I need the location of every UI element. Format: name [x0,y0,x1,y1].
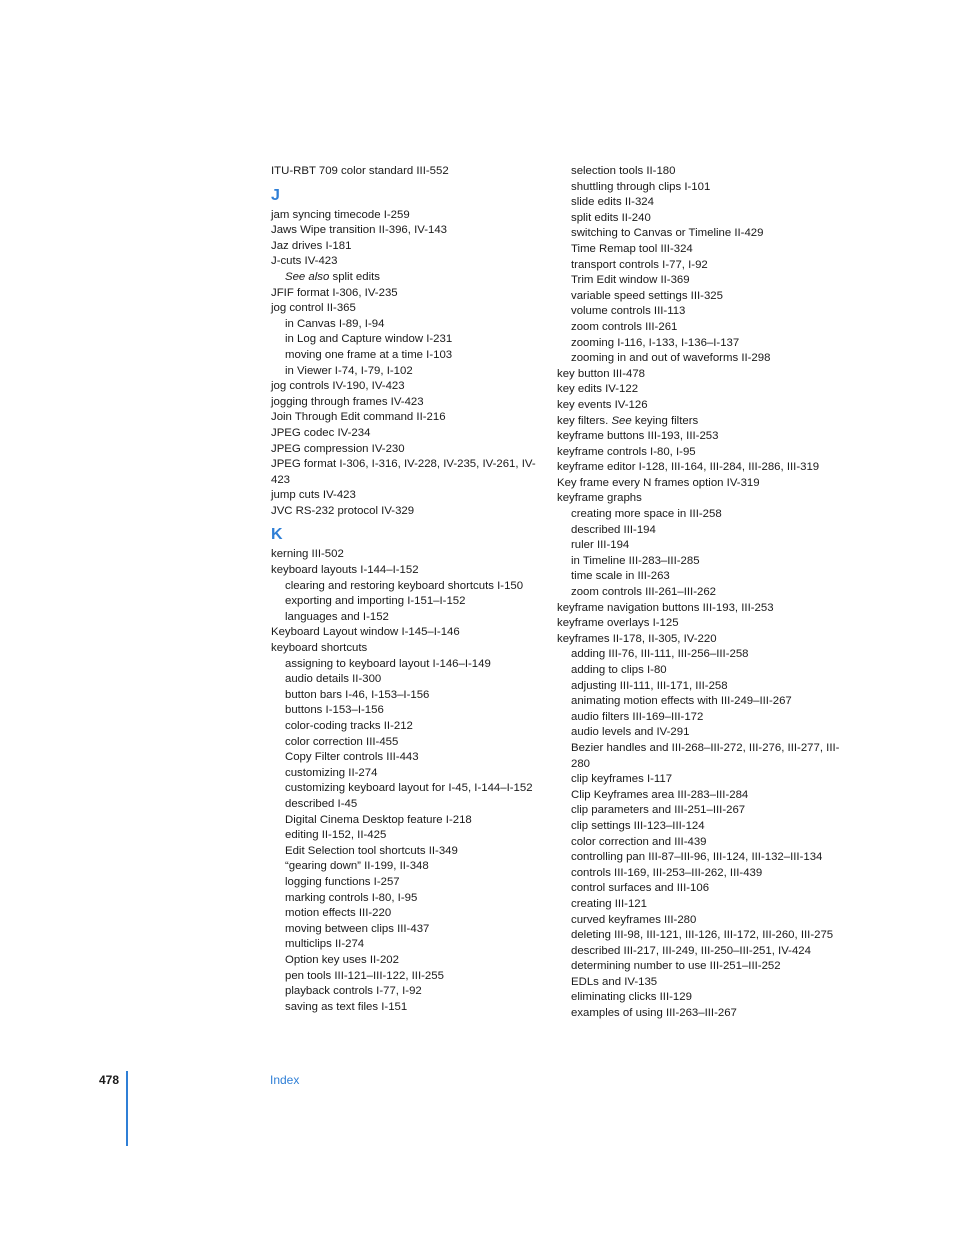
index-subentry [271,317,546,333]
entry-text: zooming I-116, I-133, I-136–I-137 [571,336,740,349]
entry-text: button bars I-46, I-153–I-156 [285,688,430,701]
entry-text: adjusting III-111, III-171, III-258 [571,679,728,692]
entry-text: described I-45 [285,797,358,810]
index-entry [557,476,837,492]
entry-text: ITU-RBT 709 color standard III-552 [271,165,449,177]
entry-text: zoom controls III-261–III-262 [571,586,716,599]
index-subentry [271,859,546,875]
entry-text: in Timeline III-283–III-285 [571,554,700,567]
index-entry [271,547,546,563]
index-entry [557,382,837,398]
index-letter-heading: K [271,526,283,544]
entry-text: audio levels and IV-291 [571,726,690,739]
index-entry [271,164,546,180]
index-subentry [557,913,837,929]
index-subentry [271,688,546,704]
entry-text: jog control II-365 [271,302,356,315]
entry-text: key button III-478 [557,367,646,380]
entry-text: slide edits II-324 [571,196,654,209]
entry-text: marking controls I-80, I-95 [285,891,418,904]
entry-text: clearing and restoring keyboard shortcuts I-150 [285,579,524,592]
index-entry [271,239,546,255]
entry-text: jog controls IV-190, IV-423 [271,380,405,393]
index-subentry [557,647,837,663]
entry-text: determining number to use III-251–III-252 [571,960,781,973]
entry-text: EDLs and IV-135 [571,975,658,988]
index-subentry [271,813,546,829]
index-subentry [557,850,837,866]
index-subentry [557,226,837,242]
entry-text: Keyboard Layout window I-145–I-146 [271,626,460,639]
index-subentry [557,336,837,352]
entry-text: JPEG codec IV-234 [271,426,371,439]
entry-text: customizing keyboard layout for I-45, I-144–I-152 [285,782,533,795]
index-subentry [271,579,546,595]
index-subentry [557,195,837,211]
entry-text: described III-217, III-249, III-250–III-251, IV-424 [571,944,811,957]
index-subentry [557,1006,837,1022]
index-subentry [557,679,837,695]
entry-text: Edit Selection tool shortcuts II-349 [285,844,458,857]
index-subentry [271,735,546,751]
entry-text: keyboard layouts I-144–I-152 [271,564,419,577]
index-subentry [557,881,837,897]
entry-text: controls III-169, III-253–III-262, III-439 [571,866,763,879]
index-entry [271,641,546,657]
index-subentry [271,766,546,782]
entry-text: volume controls III-113 [571,305,686,318]
entry-text: saving as text files I-151 [285,1000,408,1013]
entry-text: assigning to keyboard layout I-146–I-149 [285,657,491,670]
entry-text: keyframe controls I-80, I-95 [557,445,696,458]
entry-text: Copy Filter controls III-443 [285,751,419,764]
index-subentry [557,569,837,585]
index-entry [557,445,837,461]
entry-text: adding to clips I-80 [571,664,667,676]
entry-text: ruler III-194 [571,539,630,552]
entry-text: Bezier handles and III-268–III-272, III-276, III-277, III-280 [571,741,840,770]
entry-text: Trim Edit window II-369 [571,274,690,287]
entry-text: selection tools II-180 [571,165,676,177]
index-subentry [557,741,841,772]
index-entry [271,426,546,442]
entry-text: split edits II-240 [571,211,651,224]
entry-text: key events IV-126 [557,398,648,411]
index-entry [557,601,837,617]
index-entry [557,398,837,414]
entry-text: motion effects III-220 [285,907,392,920]
index-entry [271,286,546,302]
entry-text: clip settings III-123–III-124 [571,819,705,832]
footer-divider [126,1071,128,1146]
entry-text: audio details II-300 [285,673,382,686]
index-entry [557,616,837,632]
index-entry [557,367,837,383]
entry-text: keyframe navigation buttons III-193, III-253 [557,601,774,614]
index-subentry [557,258,837,274]
index-subentry [271,953,546,969]
entry-text: keyframe buttons III-193, III-253 [557,430,719,443]
index-subentry [557,289,837,305]
index-entry [271,208,546,224]
entry-text: Option key uses II-202 [285,953,399,966]
index-subentry [271,750,546,766]
entry-text: jump cuts IV-423 [271,489,356,502]
index-subentry [557,990,837,1006]
index-subentry [271,348,546,364]
entry-text: audio filters III-169–III-172 [571,710,704,723]
entry-text: jam syncing timecode I-259 [271,208,410,221]
index-subentry [271,1000,546,1016]
entry-text: editing II-152, II-425 [285,829,387,842]
entry-text: Digital Cinema Desktop feature I-218 [285,813,472,826]
see-also-label: See also [285,270,330,283]
entry-text: adding III-76, III-111, III-256–III-258 [571,648,749,661]
index-subentry [271,332,546,348]
index-entry [557,460,837,476]
entry-text: zooming in and out of waveforms II-298 [571,352,771,365]
index-subentry [271,937,546,953]
index-subentry [271,672,546,688]
index-subentry [557,507,837,523]
entry-text: animating motion effects with III-249–III-267 [571,695,792,708]
index-subentry [271,797,546,813]
index-subentry [271,657,546,673]
entry-text: in Canvas I-89, I-94 [285,317,385,330]
entry-text: key edits IV-122 [557,383,639,396]
index-subentry [557,523,837,539]
index-subentry [271,969,546,985]
index-subentry [557,320,837,336]
entry-text: languages and I-152 [285,610,389,623]
entry-text: kerning III-502 [271,548,344,561]
index-subentry [557,304,837,320]
index-entry [557,414,837,430]
index-subentry [271,594,546,610]
index-entry [271,504,546,520]
entry-text: moving one frame at a time I-103 [285,348,453,361]
index-subentry [557,554,837,570]
entry-text: control surfaces and III-106 [571,882,710,895]
index-entry [271,379,546,395]
entry-text: buttons I-153–I-156 [285,704,384,717]
index-subentry [557,273,837,289]
index-subentry [271,703,546,719]
entry-text: moving between clips III-437 [285,922,430,935]
index-subentry [271,781,546,797]
entry-text: playback controls I-77, I-92 [285,985,422,998]
entry-text: customizing II-274 [285,766,378,779]
index-subentry [557,819,837,835]
footer-section-link[interactable]: Index [270,1073,300,1087]
entry-text: logging functions I-257 [285,875,400,888]
entry-text: creating more space in III-258 [571,508,722,521]
index-entry [271,223,546,239]
index-entry [557,632,837,648]
index-subentry [557,772,837,788]
entry-text: keyframe editor I-128, III-164, III-284, III-286, III-319 [557,461,820,474]
entry-text: jogging through frames IV-423 [271,395,424,408]
index-subentry [557,242,837,258]
index-subentry [271,875,546,891]
entry-text: deleting III-98, III-121, III-126, III-172, III-260, III-275 [571,929,834,942]
entry-text: “gearing down” II-199, II-348 [285,860,429,873]
index-subentry [271,984,546,1000]
index-subentry [271,610,546,626]
index-entry [271,488,546,504]
index-entry [271,625,546,641]
index-entry [271,442,546,458]
entry-text: J-cuts IV-423 [271,255,338,268]
index-entry [271,457,541,488]
entry-text: JVC RS-232 protocol IV-329 [271,504,415,517]
index-entry [271,254,546,270]
entry-text: keyframe overlays I-125 [557,617,679,630]
entry-text: JPEG format I-306, I-316, IV-228, IV-235, IV-261, IV-423 [271,458,536,486]
entry-text: keyframes II-178, II-305, IV-220 [557,632,717,645]
index-subentry [557,975,837,991]
index-subentry [557,538,837,554]
entry-text: creating III-121 [571,897,647,910]
index-subentry [557,959,837,975]
entry-text: split edits [329,270,380,283]
entry-text: multiclips II-274 [285,938,365,951]
index-subentry [557,866,837,882]
index-subentry [557,663,837,679]
index-subentry [271,828,546,844]
see-label: See [611,414,632,427]
index-subentry [557,835,837,851]
index-subentry [271,906,546,922]
entry-text: JFIF format I-306, IV-235 [271,286,398,299]
entry-text: variable speed settings III-325 [571,289,723,302]
index-subentry [557,725,837,741]
entry-text-after: keying filters [631,414,699,427]
entry-text: controlling pan III-87–III-96, III-124, III-132–III-134 [571,851,823,864]
index-subentry [271,719,546,735]
entry-text: transport controls I-77, I-92 [571,258,708,271]
entry-text: Jaz drives I-181 [271,239,352,252]
entry-text: Jaws Wipe transition II-396, IV-143 [271,224,448,237]
entry-text: zoom controls III-261 [571,320,678,333]
index-entry [557,429,837,445]
entry-text: described III-194 [571,523,656,536]
entry-text: time scale in III-263 [571,570,670,583]
index-subentry [557,788,837,804]
index-subentry [271,844,546,860]
entry-text: color correction III-455 [285,735,399,748]
index-subentry [271,270,546,286]
entry-text: in Viewer I-74, I-79, I-102 [285,364,413,377]
entry-text: color correction and III-439 [571,835,707,848]
entry-text: key filters. [557,414,612,427]
entry-text: shuttling through clips I-101 [571,180,711,193]
entry-text: color-coding tracks II-212 [285,720,413,732]
index-subentry [557,164,837,180]
entry-text: pen tools III-121–III-122, III-255 [285,969,444,982]
entry-text: clip parameters and III-251–III-267 [571,804,746,817]
index-subentry [557,351,837,367]
entry-text: Time Remap tool III-324 [571,242,693,255]
index-entry [271,563,546,579]
index-subentry [557,585,837,601]
entry-text: curved keyframes III-280 [571,913,697,926]
index-subentry [557,180,837,196]
index-entry [271,410,546,426]
entry-text: keyboard shortcuts [271,642,368,655]
index-subentry [557,803,837,819]
index-subentry [271,922,546,938]
entry-text: Clip Keyframes area III-283–III-284 [571,788,749,801]
index-letter-heading: J [271,186,280,204]
entry-text: switching to Canvas or Timeline II-429 [571,227,764,240]
entry-text: JPEG compression IV-230 [271,442,405,455]
entry-text: examples of using III-263–III-267 [571,1007,737,1020]
index-subentry [557,928,841,944]
entry-text: clip keyframes I-117 [571,773,673,786]
index-subentry [557,694,837,710]
index-subentry [557,710,837,726]
index-subentry [557,944,837,960]
entry-text: Key frame every N frames option IV-319 [557,476,760,489]
index-column-left [271,164,546,1015]
entry-text: exporting and importing I-151–I-152 [285,595,466,608]
entry-text: in Log and Capture window I-231 [285,333,453,346]
index-subentry [271,364,546,380]
page-number: 478 [99,1073,120,1087]
index-subentry [557,211,837,227]
entry-text: keyframe graphs [557,492,642,505]
index-column-right [557,164,840,1022]
index-subentry [557,897,837,913]
index-entry [271,395,546,411]
index-entry [271,301,546,317]
entry-text: Join Through Edit command II-216 [271,411,446,424]
index-entry [557,491,837,507]
entry-text: eliminating clicks III-129 [571,991,692,1004]
index-subentry [271,891,546,907]
